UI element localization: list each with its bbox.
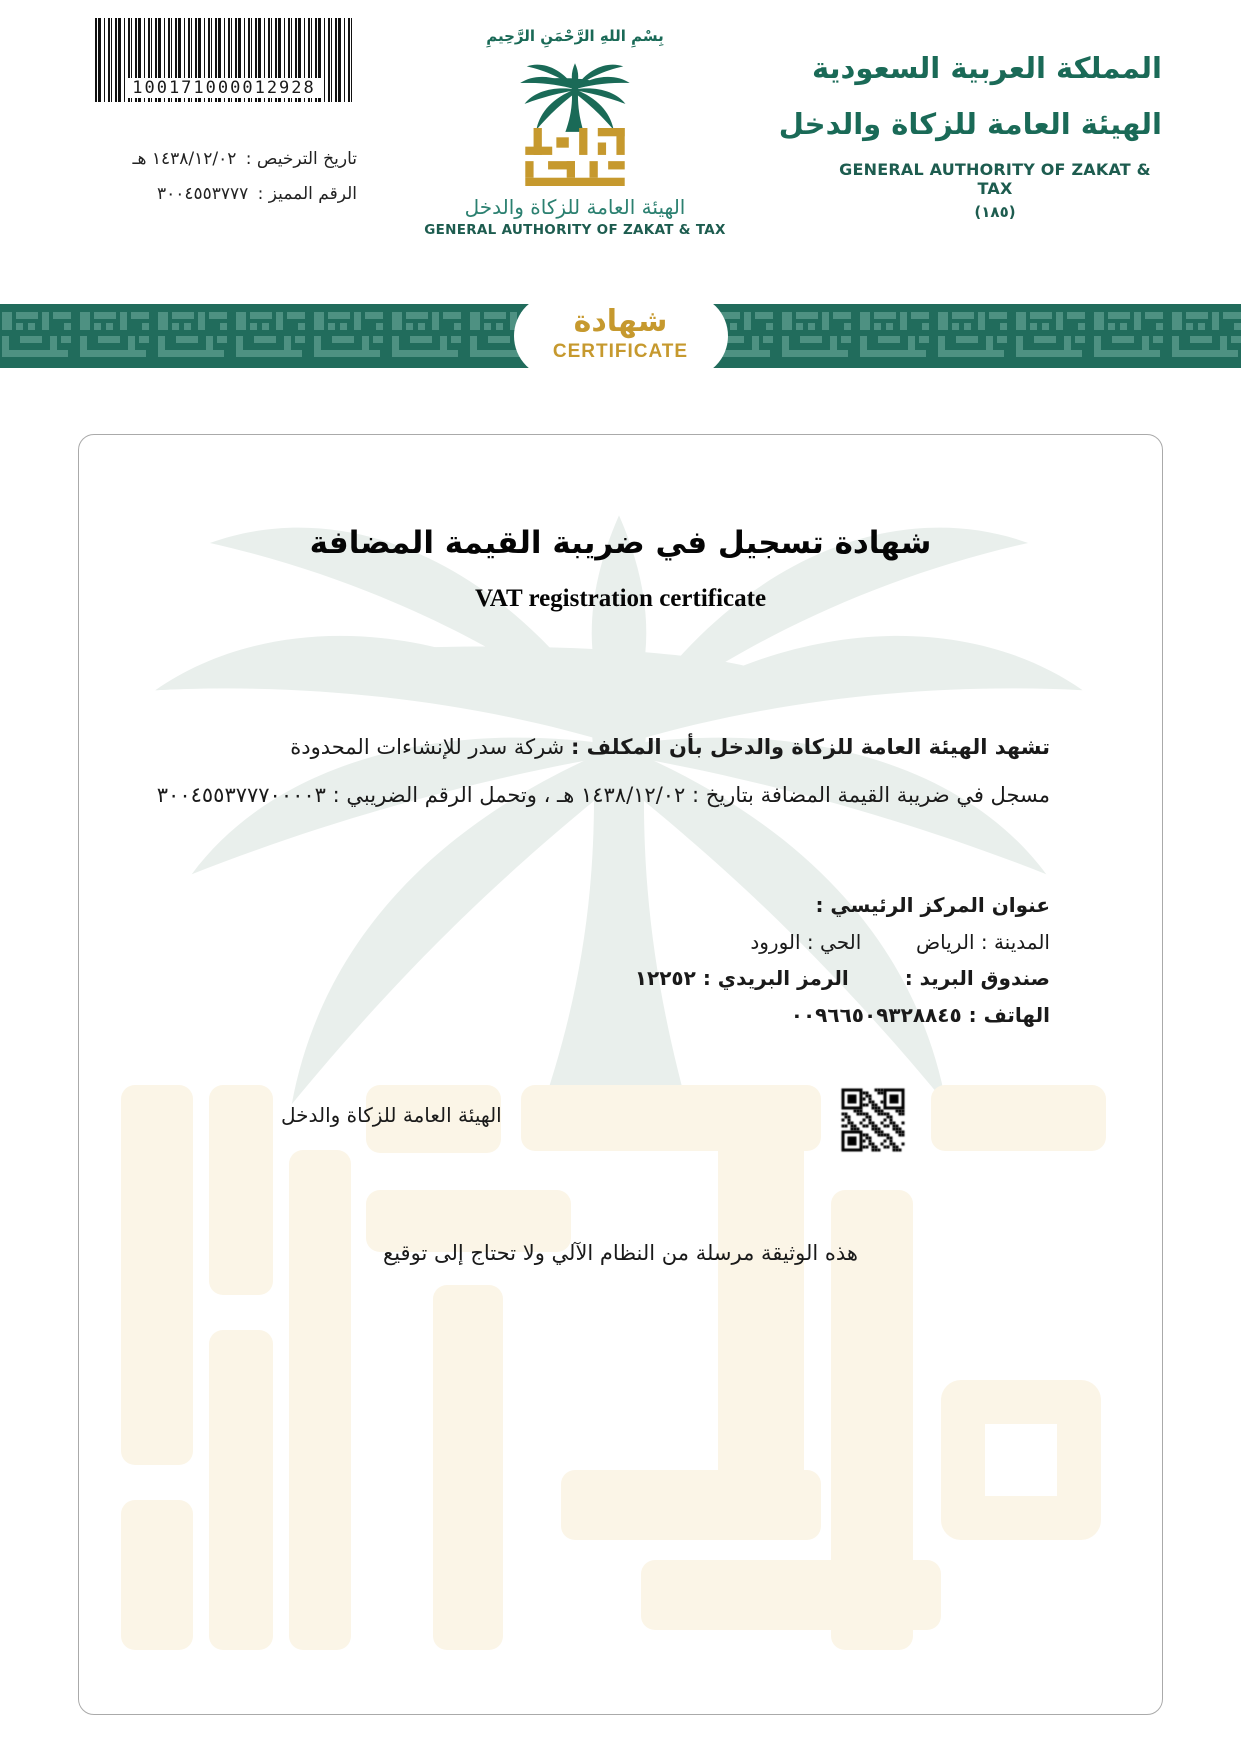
pobox-label: صندوق البريد : <box>904 966 1050 990</box>
postal-value: ١٢٢٥٢ <box>634 966 696 990</box>
license-info <box>95 142 357 212</box>
district-value: الورود <box>750 929 801 954</box>
license-date-label: تاريخ الترخيص : <box>245 149 357 169</box>
license-date-value: ١٤٣٨/١٢/٠٢ هـ <box>132 149 237 169</box>
kingdom-emblem <box>778 40 1162 221</box>
pobox-postal-line <box>635 960 1050 997</box>
qr-code <box>838 1085 908 1155</box>
distinct-number-line <box>95 177 357 212</box>
license-date-line <box>95 142 357 177</box>
city-value: الرياض <box>915 929 975 954</box>
certificate-card <box>78 434 1163 1715</box>
tax-number: ٣٠٠٤٥٥٣٧٧٧٠٠٠٠٣ <box>156 783 326 807</box>
phone-value: ٠٠٩٦٦٥٠٩٣٢٨٨٤٥ <box>790 1002 962 1027</box>
authority-calligraphy: الهيئة العامة للزكاة والدخل <box>778 107 1162 141</box>
city-label: المدينة : <box>980 929 1050 954</box>
postal-label: الرمز البريدي : <box>702 966 849 990</box>
palm-tree-icon <box>516 56 634 134</box>
certificate-content <box>79 435 1162 1714</box>
authority-name-arabic: الهيئة العامة للزكاة والدخل <box>464 195 686 219</box>
certificate-banner <box>0 304 1241 368</box>
distinct-number-value: ٣٠٠٤٥٥٣٧٧٧ <box>156 184 249 204</box>
authority-logo <box>410 16 740 238</box>
barcode <box>95 18 353 102</box>
phone-label: الهاتف : <box>968 1002 1050 1027</box>
registration-conjunction: ، وتحمل الرقم الضريبي : <box>332 783 551 807</box>
distinct-number-label: الرقم المميز : <box>257 184 357 204</box>
taxpayer-label: تشهد الهيئة العامة للزكاة والدخل بأن المكلف : <box>570 735 1050 759</box>
bismillah-calligraphy: بِسْمِ اللهِ الرَّحْمَنِ الرَّحِيمِ <box>486 27 664 45</box>
taxpayer-line <box>157 723 1050 771</box>
zakat-kufic-icon <box>523 128 627 186</box>
registration-date: ١٤٣٨/١٢/٠٢ هـ <box>557 783 686 807</box>
city-district-line <box>635 924 1050 961</box>
kingdom-calligraphy: المملكة العربية السعودية <box>812 51 1162 85</box>
taxpayer-name: شركة سدر للإنشاءات المحدودة <box>290 735 565 759</box>
phone-line <box>635 997 1050 1034</box>
certificate-label-arabic: شهادة <box>573 304 668 339</box>
certificate-label <box>514 294 728 378</box>
form-number: (١٨٥) <box>974 203 1016 221</box>
certificate-title-arabic: شهادة تسجيل في ضريبة القيمة المضافة <box>309 525 932 561</box>
auto-generated-note: هذه الوثيقة مرسلة من النظام الآلي ولا تحتاج إلى توقيع <box>383 1241 858 1265</box>
registration-prefix: مسجل في ضريبة القيمة المضافة بتاريخ : <box>692 783 1050 807</box>
authority-name-english: GENERAL AUTHORITY OF ZAKAT & TAX <box>424 222 726 238</box>
address-block <box>635 887 1050 1033</box>
registration-line <box>157 771 1050 819</box>
certificate-title-english: VAT registration certificate <box>474 585 767 612</box>
district-label: الحي : <box>806 929 862 954</box>
certificate-label-english: CERTIFICATE <box>552 341 689 362</box>
barcode-number: 100171000012928 <box>125 78 323 98</box>
authority-english-right: GENERAL AUTHORITY OF ZAKAT & TAX <box>839 160 1151 198</box>
issuer-signature: الهيئة العامة للزكاة والدخل <box>281 1103 502 1127</box>
address-title: عنوان المركز الرئيسي : <box>815 893 1050 917</box>
certification-statement <box>157 723 1050 819</box>
